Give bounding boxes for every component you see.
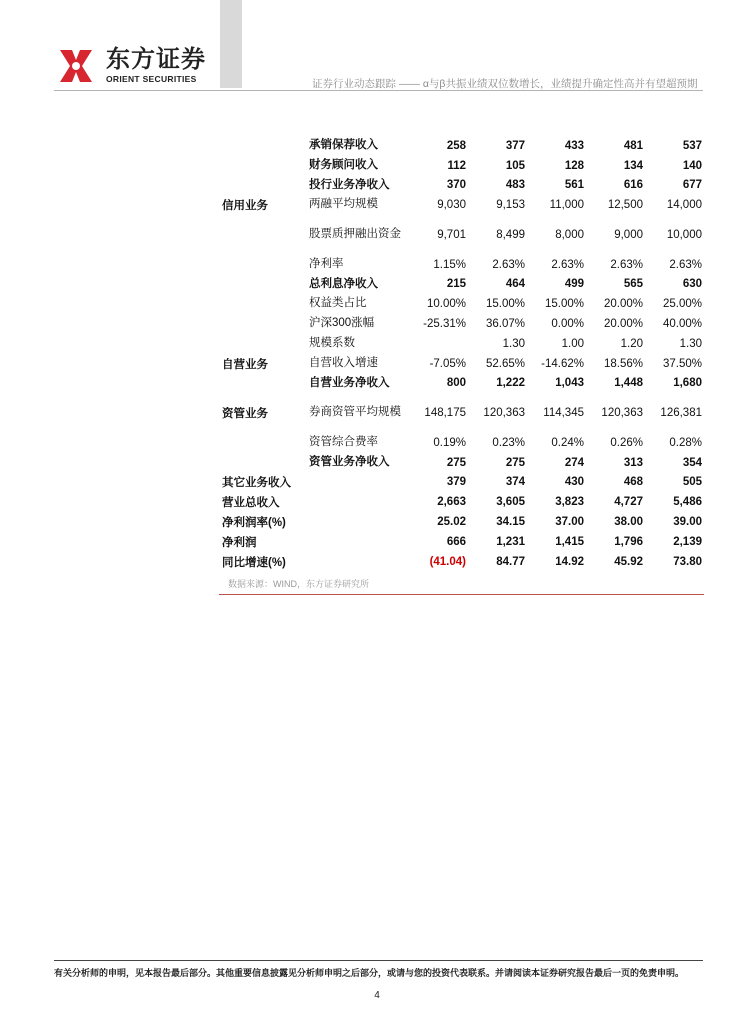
value-cell: 1,222 <box>496 377 525 390</box>
value-cell: 114,345 <box>543 407 584 420</box>
value-cell: 38.00 <box>614 516 643 529</box>
table-source: 数据来源：WIND，东方证券研究所 <box>228 579 369 589</box>
value-cell: 10.00% <box>426 298 466 311</box>
value-cell: 354 <box>682 456 702 469</box>
value-cell: 120,363 <box>601 407 643 420</box>
segment-label: 自营业务 <box>222 358 268 371</box>
item-label: 自营业务净收入 <box>309 376 390 389</box>
value-cell: 258 <box>446 139 466 152</box>
item-label: 规模系数 <box>309 336 355 349</box>
value-cell: 84.77 <box>496 555 525 568</box>
value-cell: 37.00 <box>555 516 584 529</box>
value-cell: 677 <box>682 179 702 192</box>
value-cell: 1.30 <box>679 337 702 350</box>
summary-row <box>222 492 702 512</box>
value-cell: 45.92 <box>614 555 643 568</box>
value-cell: 9,000 <box>614 228 643 241</box>
value-cell: 25.02 <box>437 516 466 529</box>
value-cell: 73.80 <box>673 555 702 568</box>
value-cell: 134 <box>623 159 643 172</box>
value-cell: 1,448 <box>614 377 643 390</box>
value-cell: -25.31% <box>423 318 466 331</box>
value-cell: 565 <box>623 278 643 291</box>
item-label: 财务顾问收入 <box>309 158 378 171</box>
value-cell: 0.00% <box>551 318 584 331</box>
value-cell: 9,030 <box>437 199 466 212</box>
value-cell: 1,231 <box>496 535 525 548</box>
value-cell: 120,363 <box>483 407 525 420</box>
value-cell: 14.92 <box>555 555 584 568</box>
value-cell: 36.07% <box>485 318 525 331</box>
item-label: 两融平均规模 <box>309 198 378 211</box>
value-cell: 11,000 <box>549 199 584 212</box>
value-cell: 3,605 <box>496 496 525 509</box>
value-cell: 464 <box>505 278 525 291</box>
item-label: 承销保荐收入 <box>309 139 378 151</box>
value-cell: 34.15 <box>496 516 525 529</box>
item-label: 资管业务净收入 <box>309 455 390 468</box>
value-cell: 0.26% <box>610 436 643 449</box>
item-label: 自营收入增速 <box>309 356 378 369</box>
value-cell: 40.00% <box>662 318 702 331</box>
summary-label: 同比增速(%) <box>222 556 286 569</box>
summary-label: 净利润 <box>222 536 257 549</box>
item-label: 资管综合费率 <box>309 435 378 448</box>
value-cell: 0.24% <box>551 436 584 449</box>
value-cell: 1,415 <box>555 535 584 548</box>
value-cell: 105 <box>505 159 525 172</box>
value-cell: -14.62% <box>541 357 584 370</box>
value-cell: 37.50% <box>662 357 702 370</box>
value-cell: 616 <box>623 179 643 192</box>
table-row <box>222 156 702 176</box>
segment-label: 信用业务 <box>222 200 268 213</box>
table-row <box>222 176 702 196</box>
value-cell: 433 <box>564 139 584 152</box>
value-cell: 630 <box>682 278 702 291</box>
value-cell: 18.56% <box>603 357 643 370</box>
value-cell: 374 <box>505 476 525 489</box>
value-cell: 3,823 <box>555 496 584 509</box>
value-cell: 140 <box>682 159 702 172</box>
value-cell: 468 <box>623 476 643 489</box>
table-row <box>222 136 702 156</box>
table-row <box>222 433 702 453</box>
value-cell: 2.63% <box>551 258 584 271</box>
value-cell: 481 <box>623 139 643 152</box>
value-cell: 0.23% <box>492 436 525 449</box>
value-cell: 800 <box>446 377 466 390</box>
value-cell: 2,663 <box>437 496 466 509</box>
brand-name-en: ORIENT SECURITIES <box>106 74 197 84</box>
table-bottom-rule <box>219 594 704 595</box>
table-row <box>222 195 702 215</box>
value-cell: 1.15% <box>433 258 466 271</box>
value-cell: 10,000 <box>666 228 702 241</box>
value-cell: 483 <box>505 179 525 192</box>
value-cell: 1,796 <box>614 535 643 548</box>
report-title-line: 证券行业动态跟踪 —— α与β共振业绩双位数增长，业绩提升确定性高并有望超预期 <box>312 78 698 90</box>
value-cell: 215 <box>446 278 466 291</box>
item-label: 净利率 <box>309 257 344 270</box>
value-cell: 9,701 <box>437 228 466 241</box>
value-cell: 313 <box>623 456 643 469</box>
summary-row <box>222 552 702 572</box>
value-cell: 9,153 <box>496 199 525 212</box>
value-cell: 5,486 <box>673 496 702 509</box>
value-cell: 52.65% <box>485 357 525 370</box>
header-divider <box>54 90 703 91</box>
summary-label: 其它业务收入 <box>222 477 291 490</box>
value-cell: 275 <box>446 456 466 469</box>
value-cell: 275 <box>505 456 525 469</box>
table-row <box>222 294 702 314</box>
value-cell: 15.00% <box>544 298 584 311</box>
value-cell: 274 <box>564 456 584 469</box>
value-cell: 148,175 <box>424 407 466 420</box>
value-cell: 537 <box>682 139 702 152</box>
header-gray-bar <box>220 0 242 88</box>
value-cell: 666 <box>446 535 466 548</box>
value-cell: 15.00% <box>485 298 525 311</box>
value-cell: 1,043 <box>555 377 584 390</box>
value-cell: 39.00 <box>673 516 702 529</box>
value-cell: 25.00% <box>662 298 702 311</box>
orient-logo-icon <box>56 46 96 86</box>
summary-label: 营业总收入 <box>222 497 280 510</box>
value-cell: 1.00 <box>561 337 584 350</box>
value-cell: 430 <box>564 476 584 489</box>
value-cell: 370 <box>446 179 466 192</box>
segment-label: 资管业务 <box>222 408 268 421</box>
summary-row <box>222 473 702 493</box>
item-label: 权益类占比 <box>309 297 367 310</box>
page-number: 4 <box>374 990 380 1001</box>
summary-row <box>222 532 702 552</box>
value-cell: 2.63% <box>669 258 702 271</box>
footer-divider <box>54 960 703 961</box>
value-cell: 0.19% <box>433 436 466 449</box>
brand-name-cn: 东方证券 <box>106 46 206 73</box>
value-cell: 126,381 <box>660 407 702 420</box>
value-cell: 20.00% <box>603 298 643 311</box>
footer-disclaimer: 有关分析师的申明，见本报告最后部分。其他重要信息披露见分析师申明之后部分，或请与您的投资代表联系。并请阅读本证券研究报告最后一页的免责申明。 <box>54 968 685 978</box>
value-cell: 561 <box>564 179 584 192</box>
table-row <box>222 275 702 295</box>
value-cell: 2,139 <box>673 535 702 548</box>
value-cell: 20.00% <box>603 318 643 331</box>
value-cell: 8,000 <box>555 228 584 241</box>
table-row <box>222 354 702 374</box>
value-cell: 128 <box>564 159 584 172</box>
value-cell: 0.28% <box>669 436 702 449</box>
value-cell: 377 <box>505 139 525 152</box>
value-cell: 14,000 <box>666 199 702 212</box>
table-row <box>222 393 702 433</box>
value-cell: 505 <box>682 476 702 489</box>
table-row <box>222 215 702 255</box>
value-cell: 1,680 <box>673 377 702 390</box>
summary-row <box>222 512 702 532</box>
item-label: 沪深300涨幅 <box>309 317 375 330</box>
value-cell: (41.04) <box>429 555 466 568</box>
summary-label: 净利润率(%) <box>222 517 286 530</box>
table-row <box>222 334 702 354</box>
value-cell: 1.20 <box>620 337 643 350</box>
value-cell: -7.05% <box>429 357 466 370</box>
table-row <box>222 314 702 334</box>
item-label: 股票质押融出资金 <box>309 228 401 241</box>
table-row <box>222 453 702 473</box>
value-cell: 112 <box>447 159 466 172</box>
value-cell: 2.63% <box>610 258 643 271</box>
company-logo <box>56 46 216 86</box>
value-cell: 379 <box>446 476 466 489</box>
item-label: 投行业务净收入 <box>309 178 390 191</box>
table-row <box>222 374 702 394</box>
item-label: 总利息净收入 <box>309 277 378 290</box>
value-cell: 499 <box>564 278 584 291</box>
item-label: 券商资管平均规模 <box>309 406 401 419</box>
table-row <box>222 255 702 275</box>
value-cell: 8,499 <box>496 228 525 241</box>
value-cell: 12,500 <box>607 199 643 212</box>
value-cell: 1.30 <box>502 337 525 350</box>
value-cell: 2.63% <box>492 258 525 271</box>
financial-forecast-table <box>222 136 702 572</box>
value-cell: 4,727 <box>614 496 643 509</box>
